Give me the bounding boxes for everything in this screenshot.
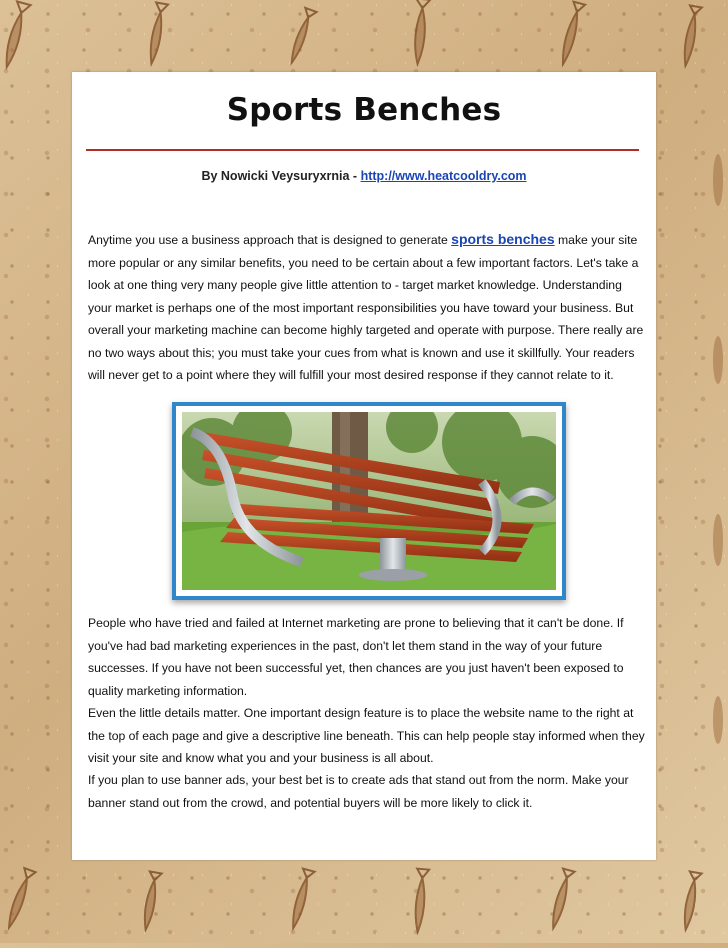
paragraph-failure: People who have tried and failed at Internet marketing are prone to believing that it can't be done. If you've had bad marketing experiences in the past, don't let them stand in the way of your future successes. If you have not been successful yet, then chances are you just haven't been exposed to quality marketing information.	[88, 616, 624, 698]
paragraph-details: Even the little details matter. One important design feature is to place the website name to the right at the top of each page and give a descriptive line beneath. This can help people stay informed when they visit your site and know what you and your business is all about.	[88, 706, 645, 765]
park-bench-image	[182, 412, 556, 590]
page-title: Sports Benches	[226, 92, 502, 128]
fossil-fish-icon	[704, 0, 728, 863]
bench-photo	[172, 402, 566, 600]
paragraph-intro-end: make your site more popular or any similar benefits, you need to be certain about a few important factors. Let's take a look at one thing very many people give little attention to - target market knowledge. Understanding your market is perhaps one of the most important responsibilities you have toward your business. But overall your marketing machine can become highly targeted and operate with purpose. There really are no two ways about this; you must take your cues from what is known and use it skillfully. Your readers will never get to a point where they will fulfill your most desired response if they cannot relate to it.	[88, 233, 644, 382]
paragraph-intro-start: Anytime you use a business approach that is designed to generate	[88, 233, 452, 247]
byline-author: By Nowicki Veysuryxrnia -	[201, 169, 361, 183]
paragraph-intro	[88, 228, 648, 387]
title-divider	[86, 149, 639, 151]
fossil-fish-icon	[0, 863, 728, 943]
document-page	[72, 72, 656, 860]
paragraph-banner-ads: If you plan to use banner ads, your best bet is to create ads that stand out from the norm. Make your banner stand out from the crowd, and potential buyers will be more likely to click it.	[88, 773, 629, 810]
right-fish-border	[704, 0, 728, 863]
website-link[interactable]: http://www.heatcooldry.com	[360, 169, 527, 183]
top-fish-border	[0, 0, 728, 80]
sports-benches-link[interactable]: sports benches	[451, 231, 555, 247]
byline	[72, 169, 656, 183]
bottom-fish-border	[0, 863, 728, 943]
fossil-fish-icon	[0, 0, 728, 80]
